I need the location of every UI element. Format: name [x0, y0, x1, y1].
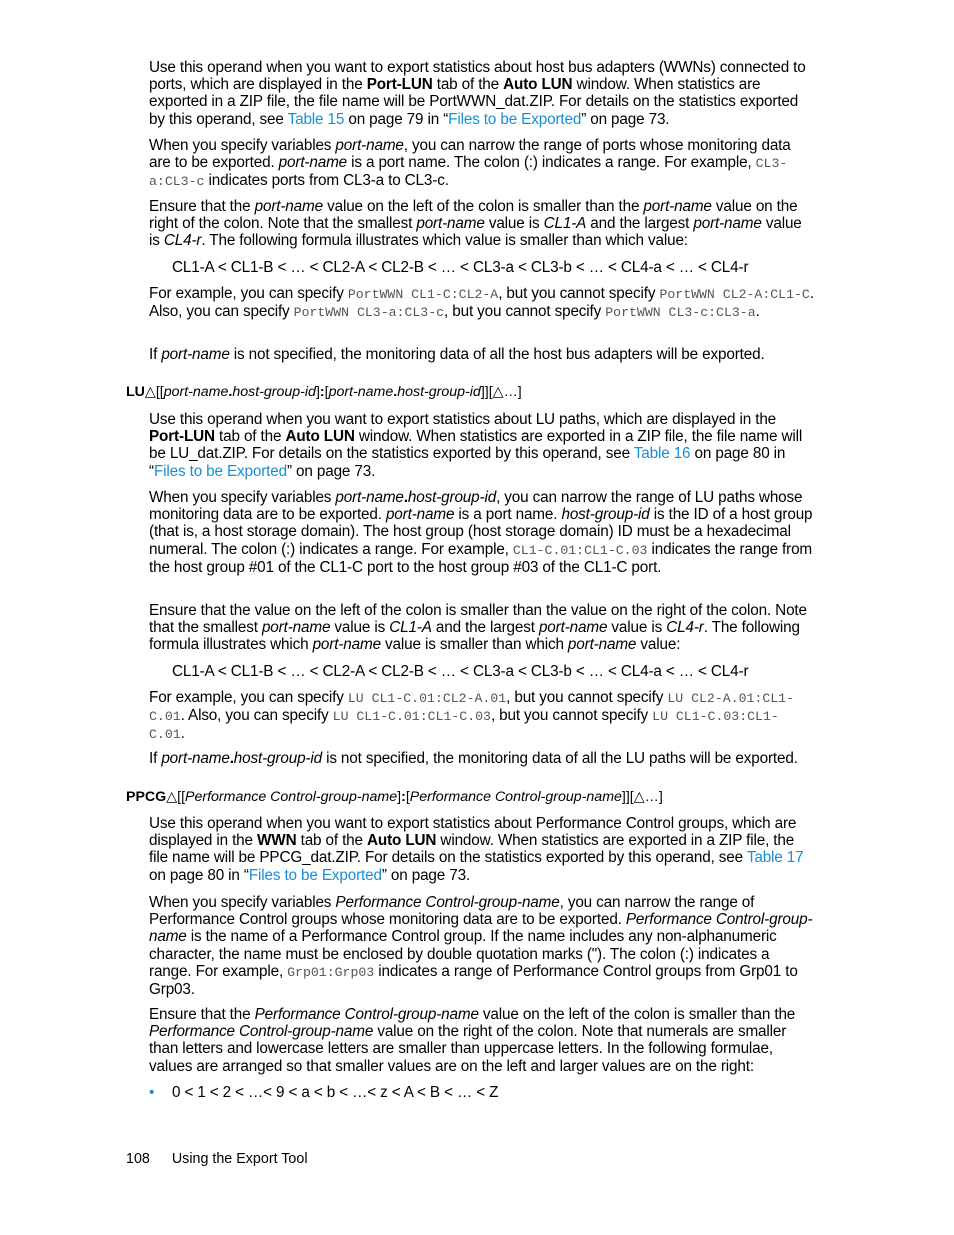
- operand-heading-ppcg: PPCG△[[Performance Control-group-name]:[Performance Control-group-name]][△…]: [126, 789, 663, 805]
- link-table-15[interactable]: Table 15: [287, 110, 345, 128]
- page-footer: [126, 1151, 308, 1168]
- link-files-to-be-exported[interactable]: Files to be Exported: [153, 462, 287, 480]
- link-files-to-be-exported[interactable]: Files to be Exported: [448, 110, 582, 128]
- paragraph-ppcg-variables: When you specify variables Performance Control-group-name, you can narrow the range of Performance Control groups whose monitoring data are to be exported. Performance Control-group-name is the name of a Performance Control group. If the name includes any non-alphanumeric character, the name must be enclosed by double quotation marks ("). The colon (:) indicates a range. For example, Grp01:Grp03 indicates a range of Performance Control groups from Grp01 to Grp03.: [149, 894, 813, 999]
- link-files-to-be-exported[interactable]: Files to be Exported: [248, 866, 382, 884]
- operand-heading-lu: LU△[[port-name.host-group-id]:[port-name.host-group-id]][△…]: [126, 384, 522, 400]
- paragraph-portwwn-ensure: Ensure that the port-name value on the left of the colon is smaller than the port-name value on the right of the colon. Note that the smallest port-name value is CL1-A and the largest port-name value is CL4-r. The following formula illustrates which value is smaller than which value:: [149, 198, 802, 250]
- paragraph-portwwn-example: For example, you can specify PortWWN CL1-C:CL2-A, but you cannot specify PortWWN CL2-A:CL1-C. Also, you can specify PortWWN CL3-a:CL3-c, but you cannot specify PortWWN CL3-c:CL3-a.: [149, 285, 814, 321]
- bullet-list-item: • 0 < 1 < 2 < …< 9 < a < b < …< z < A < B < … < Z: [149, 1084, 499, 1101]
- formula-port-order: CL1-A < CL1-B < … < CL2-A < CL2-B < … < CL3-a < CL3-b < … < CL4-a < … < CL4-r: [172, 259, 749, 276]
- paragraph-ppcg-ensure: Ensure that the Performance Control-group-name value on the left of the colon is smaller than the Performance Control-group-name value on the right of the colon. Note that numerals are smaller than letters and lowercase letters are smaller than uppercase letters. In the following formulae, values are arranged so that smaller values are on the left and larger values are on the right:: [149, 1006, 796, 1075]
- link-table-17[interactable]: Table 17: [746, 849, 804, 867]
- footer-section-title: Using the Export Tool: [171, 1151, 308, 1167]
- paragraph-lu-intro: Use this operand when you want to export statistics about LU paths, which are displayed in the Port-LUN tab of the Auto LUN window. When statistics are exported in a ZIP file, the file name will be LU_dat.ZIP. For details on the statistics exported by this operand, see Table 16 on page 80 in “Files to be Exported” on page 73.: [149, 411, 803, 480]
- paragraph-lu-ensure: Ensure that the value on the left of the colon is smaller than the value on the right of the colon. Note that the smallest port-name value is CL1-A and the largest port-name value is CL4-r. The following formula illustrates which port-name value is smaller than which port-name value:: [149, 602, 807, 654]
- paragraph-ppcg-intro: Use this operand when you want to export statistics about Performance Control groups, which are displayed in the WWN tab of the Auto LUN window. When statistics are exported in a ZIP file, the file name will be PPCG_dat.ZIP. For details on the statistics exported by this operand, see Table 17 on page 80 in “Files to be Exported” on page 73.: [149, 815, 804, 884]
- link-table-16[interactable]: Table 16: [633, 445, 691, 463]
- paragraph-lu-example: For example, you can specify LU CL1-C.01:CL2-A.01, but you cannot specify LU CL2-A.01:CL1-C.01. Also, you can specify LU CL1-C.01:CL1-C.03, but you cannot specify LU CL1-C.03:CL1-C.01.: [149, 689, 794, 743]
- formula-lu-port-order: CL1-A < CL1-B < … < CL2-A < CL2-B < … < CL3-a < CL3-b < … < CL4-a < … < CL4-r: [172, 663, 749, 680]
- bullet-icon: •: [149, 1084, 155, 1101]
- paragraph-portwwn-intro: Use this operand when you want to export statistics about host bus adapters (WWNs) connected to ports, which are displayed in the Port-LUN tab of the Auto LUN window. When statistics are exported in a ZIP file, the file name will be PortWWN_dat.ZIP. For details on the statistics exported by this operand, see Table 15 on page 79 in “Files to be Exported” on page 73.: [149, 59, 806, 128]
- paragraph-portwwn-unspecified: If port-name is not specified, the monitoring data of all the host bus adapters will be exported.: [149, 346, 765, 363]
- paragraph-lu-variables: When you specify variables port-name.host-group-id, you can narrow the range of LU paths whose monitoring data are to be exported. port-name is a port name. host-group-id is the ID of a host group (that is, a host storage domain). The host group (host storage domain) ID must be a hexadecimal numeral. The colon (:) indicates a range. For example, CL1-C.01:CL1-C.03 indicates the range from the host group #01 of the CL1-C port to the host group #03 of the CL1-C port.: [149, 489, 813, 576]
- paragraph-lu-unspecified: If port-name.host-group-id is not specified, the monitoring data of all the LU paths will be exported.: [149, 750, 798, 767]
- page-number: 108: [126, 1151, 150, 1167]
- paragraph-portwwn-variables: When you specify variables port-name, you can narrow the range of ports whose monitoring data are to be exported. port-name is a port name. The colon (:) indicates a range. For example, CL3-a:CL3-c indicates ports from CL3-a to CL3-c.: [149, 137, 791, 190]
